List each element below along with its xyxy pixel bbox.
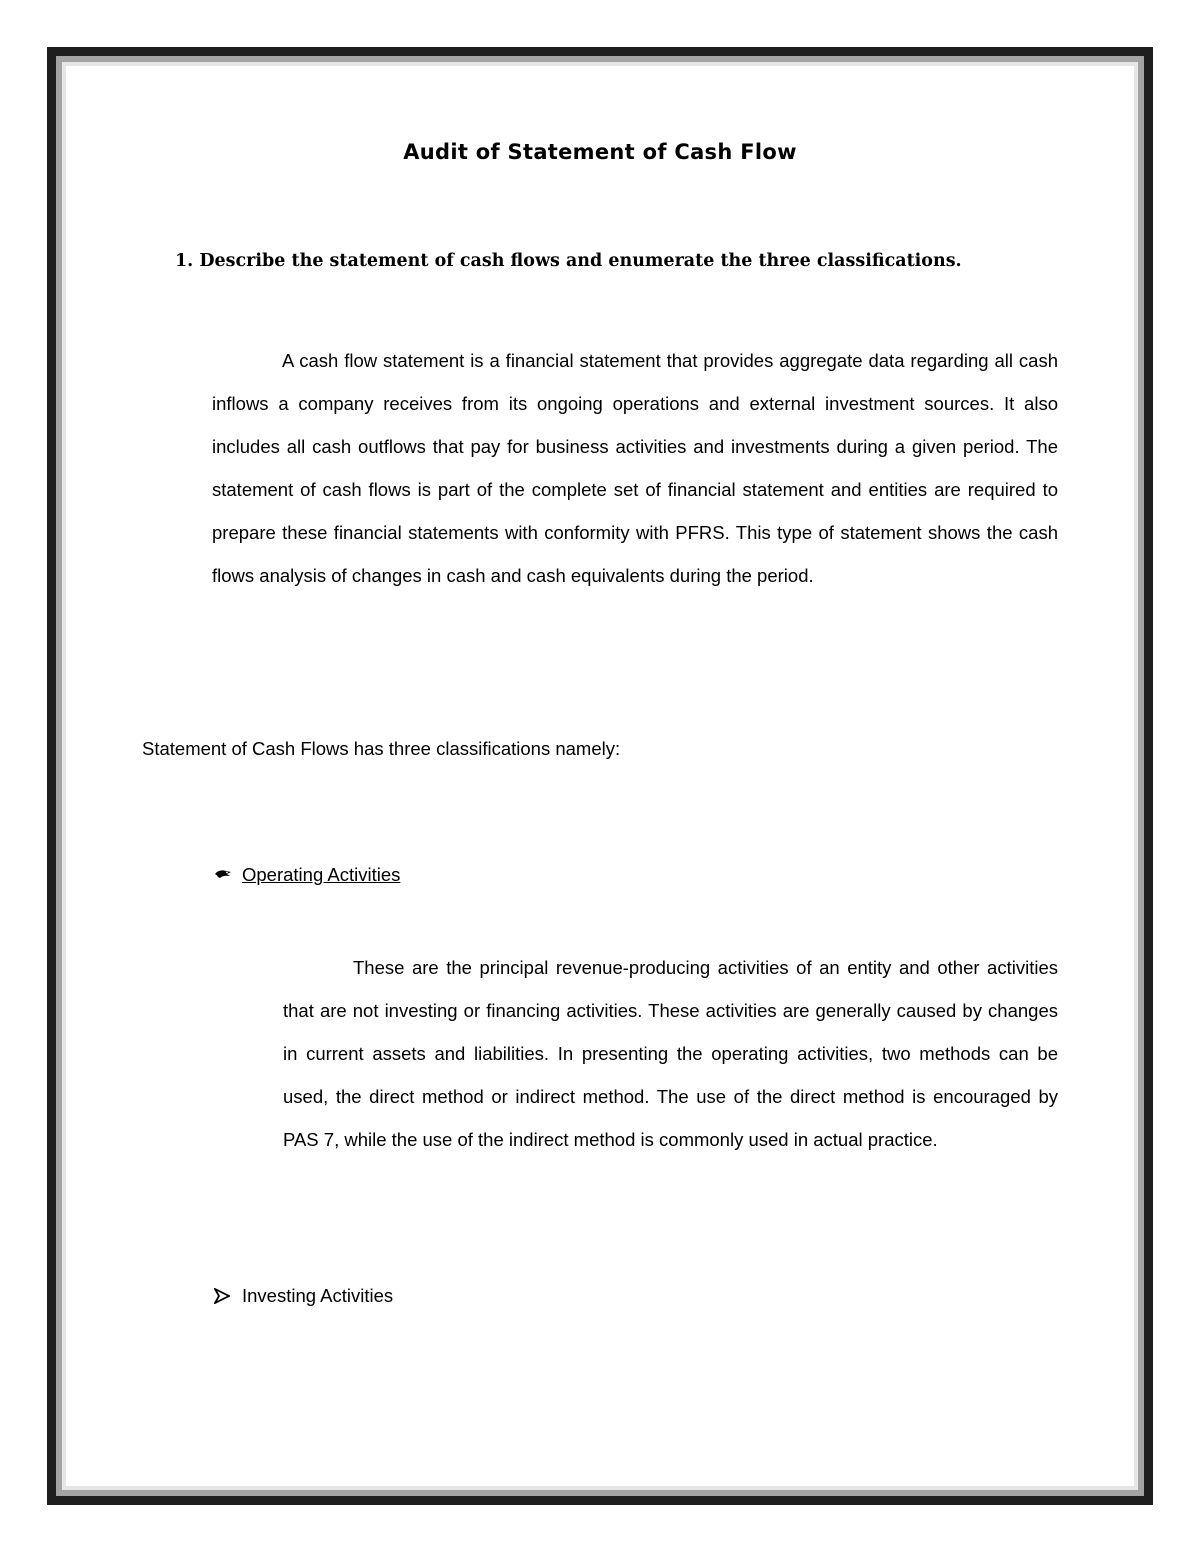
page-border-middle <box>56 56 1144 1496</box>
classification-operating-label: Operating Activities <box>242 864 401 885</box>
arrowhead-bullet-icon <box>214 1288 234 1304</box>
answer-paragraph: A cash flow statement is a financial statement that provides aggregate data regarding all cash inflows a company receives from its ongoing operations and external investment sources. It also includes all cash outflows that pay for business activities and investments during a given period. The statement of cash flows is part of the complete set of financial statement and entities are required to prepare these financial statements with conformity with PFRS. This type of statement shows the cash flows analysis of changes in cash and cash equivalents during the period. <box>212 350 1058 586</box>
classifications-intro: Statement of Cash Flows has three classifications namely: <box>142 738 621 759</box>
page-sheet <box>66 66 1134 1486</box>
question-heading: 1. Describe the statement of cash flows and enumerate the three classifications. <box>175 251 962 271</box>
classification-investing-label: Investing Activities <box>242 1285 394 1306</box>
classification-operating <box>214 864 400 886</box>
operating-description: These are the principal revenue-producing activities of an entity and other activities that are not investing or financing activities. These activities are generally caused by changes in current assets and liabilities. In presenting the operating activities, two methods can be used, the direct method or indirect method. The use of the direct method is encouraged by PAS 7, while the use of the indirect method is commonly used in actual practice. <box>283 957 1058 1150</box>
document-title: Audit of Statement of Cash Flow <box>403 140 797 164</box>
page-border-inner <box>62 62 1138 1490</box>
classification-investing <box>214 1285 393 1307</box>
wing-bullet-icon <box>214 869 234 881</box>
